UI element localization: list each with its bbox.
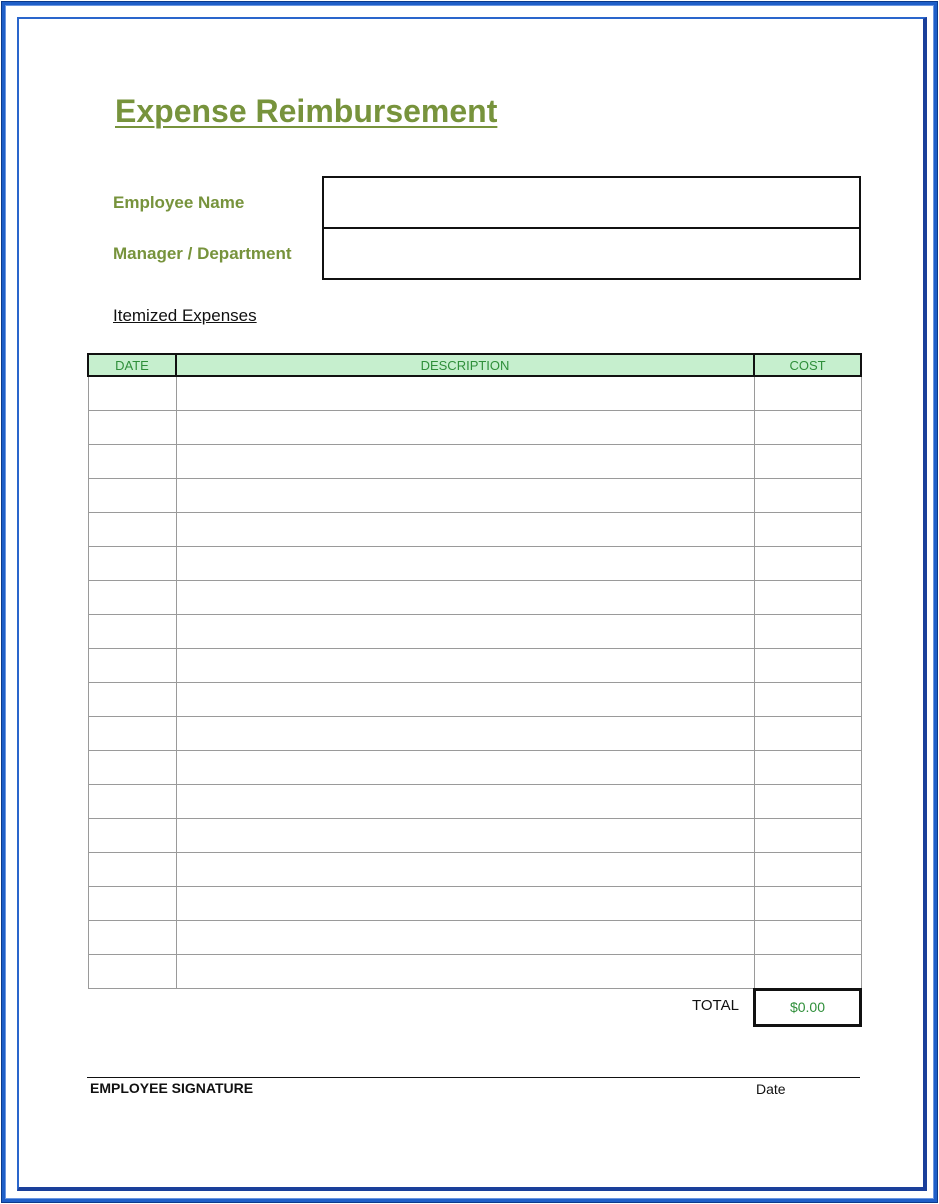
- cell-cost[interactable]: [754, 411, 861, 445]
- cell-date[interactable]: [88, 615, 176, 649]
- cell-description[interactable]: [176, 376, 754, 411]
- cell-description[interactable]: [176, 581, 754, 615]
- table-row: [88, 376, 861, 411]
- cell-description[interactable]: [176, 547, 754, 581]
- cell-date[interactable]: [88, 751, 176, 785]
- cell-cost[interactable]: [754, 819, 861, 853]
- table-row: [88, 853, 861, 887]
- cell-date[interactable]: [88, 581, 176, 615]
- manager-department-label: Manager / Department: [113, 244, 292, 263]
- cell-description[interactable]: [176, 615, 754, 649]
- cell-date[interactable]: [88, 819, 176, 853]
- cell-cost[interactable]: [754, 649, 861, 683]
- cell-date[interactable]: [88, 376, 176, 411]
- cell-cost[interactable]: [754, 683, 861, 717]
- signature-date-label: Date: [756, 1081, 786, 1097]
- table-row: [88, 819, 861, 853]
- cell-date[interactable]: [88, 955, 176, 989]
- cell-cost[interactable]: [754, 921, 861, 955]
- employee-name-field[interactable]: [322, 176, 861, 229]
- cell-description[interactable]: [176, 785, 754, 819]
- cell-date[interactable]: [88, 479, 176, 513]
- column-header-description: DESCRIPTION: [176, 354, 754, 376]
- cell-cost[interactable]: [754, 887, 861, 921]
- cell-description[interactable]: [176, 683, 754, 717]
- cell-cost[interactable]: [754, 376, 861, 411]
- table-row: [88, 921, 861, 955]
- table-row: [88, 581, 861, 615]
- table-row: [88, 887, 861, 921]
- total-value: $0.00: [753, 988, 862, 1027]
- column-header-cost: COST: [754, 354, 861, 376]
- cell-cost[interactable]: [754, 445, 861, 479]
- column-header-date: DATE: [88, 354, 176, 376]
- cell-cost[interactable]: [754, 615, 861, 649]
- table-row: [88, 411, 861, 445]
- cell-cost[interactable]: [754, 955, 861, 989]
- cell-description[interactable]: [176, 921, 754, 955]
- cell-date[interactable]: [88, 649, 176, 683]
- table-row: [88, 955, 861, 989]
- cell-cost[interactable]: [754, 547, 861, 581]
- table-row: [88, 717, 861, 751]
- table-row: [88, 751, 861, 785]
- cell-cost[interactable]: [754, 785, 861, 819]
- employee-name-label: Employee Name: [113, 193, 245, 212]
- cell-date[interactable]: [88, 683, 176, 717]
- table-row: [88, 513, 861, 547]
- cell-description[interactable]: [176, 887, 754, 921]
- cell-description[interactable]: [176, 445, 754, 479]
- cell-description[interactable]: [176, 819, 754, 853]
- cell-date[interactable]: [88, 887, 176, 921]
- cell-description[interactable]: [176, 751, 754, 785]
- cell-description[interactable]: [176, 853, 754, 887]
- table-row: [88, 445, 861, 479]
- cell-description[interactable]: [176, 479, 754, 513]
- cell-cost[interactable]: [754, 717, 861, 751]
- expense-rows: [88, 376, 861, 989]
- cell-description[interactable]: [176, 411, 754, 445]
- total-label: TOTAL: [692, 997, 739, 1014]
- cell-date[interactable]: [88, 853, 176, 887]
- cell-description[interactable]: [176, 955, 754, 989]
- table-row: [88, 649, 861, 683]
- itemized-expenses-heading: Itemized Expenses: [113, 306, 257, 325]
- cell-date[interactable]: [88, 785, 176, 819]
- table-row: [88, 683, 861, 717]
- cell-date[interactable]: [88, 445, 176, 479]
- cell-cost[interactable]: [754, 479, 861, 513]
- expenses-table: [87, 353, 862, 989]
- cell-cost[interactable]: [754, 853, 861, 887]
- cell-cost[interactable]: [754, 581, 861, 615]
- table-row: [88, 785, 861, 819]
- table-row: [88, 615, 861, 649]
- table-header-row: [88, 354, 861, 376]
- form-title: Expense Reimbursement: [115, 93, 498, 129]
- cell-date[interactable]: [88, 547, 176, 581]
- cell-description[interactable]: [176, 717, 754, 751]
- table-row: [88, 547, 861, 581]
- cell-cost[interactable]: [754, 513, 861, 547]
- cell-date[interactable]: [88, 513, 176, 547]
- cell-date[interactable]: [88, 921, 176, 955]
- employee-signature-label: EMPLOYEE SIGNATURE: [90, 1080, 254, 1096]
- cell-description[interactable]: [176, 649, 754, 683]
- signature-line: [87, 1077, 860, 1078]
- cell-description[interactable]: [176, 513, 754, 547]
- table-row: [88, 479, 861, 513]
- cell-date[interactable]: [88, 717, 176, 751]
- cell-cost[interactable]: [754, 751, 861, 785]
- manager-department-field[interactable]: [322, 227, 861, 280]
- cell-date[interactable]: [88, 411, 176, 445]
